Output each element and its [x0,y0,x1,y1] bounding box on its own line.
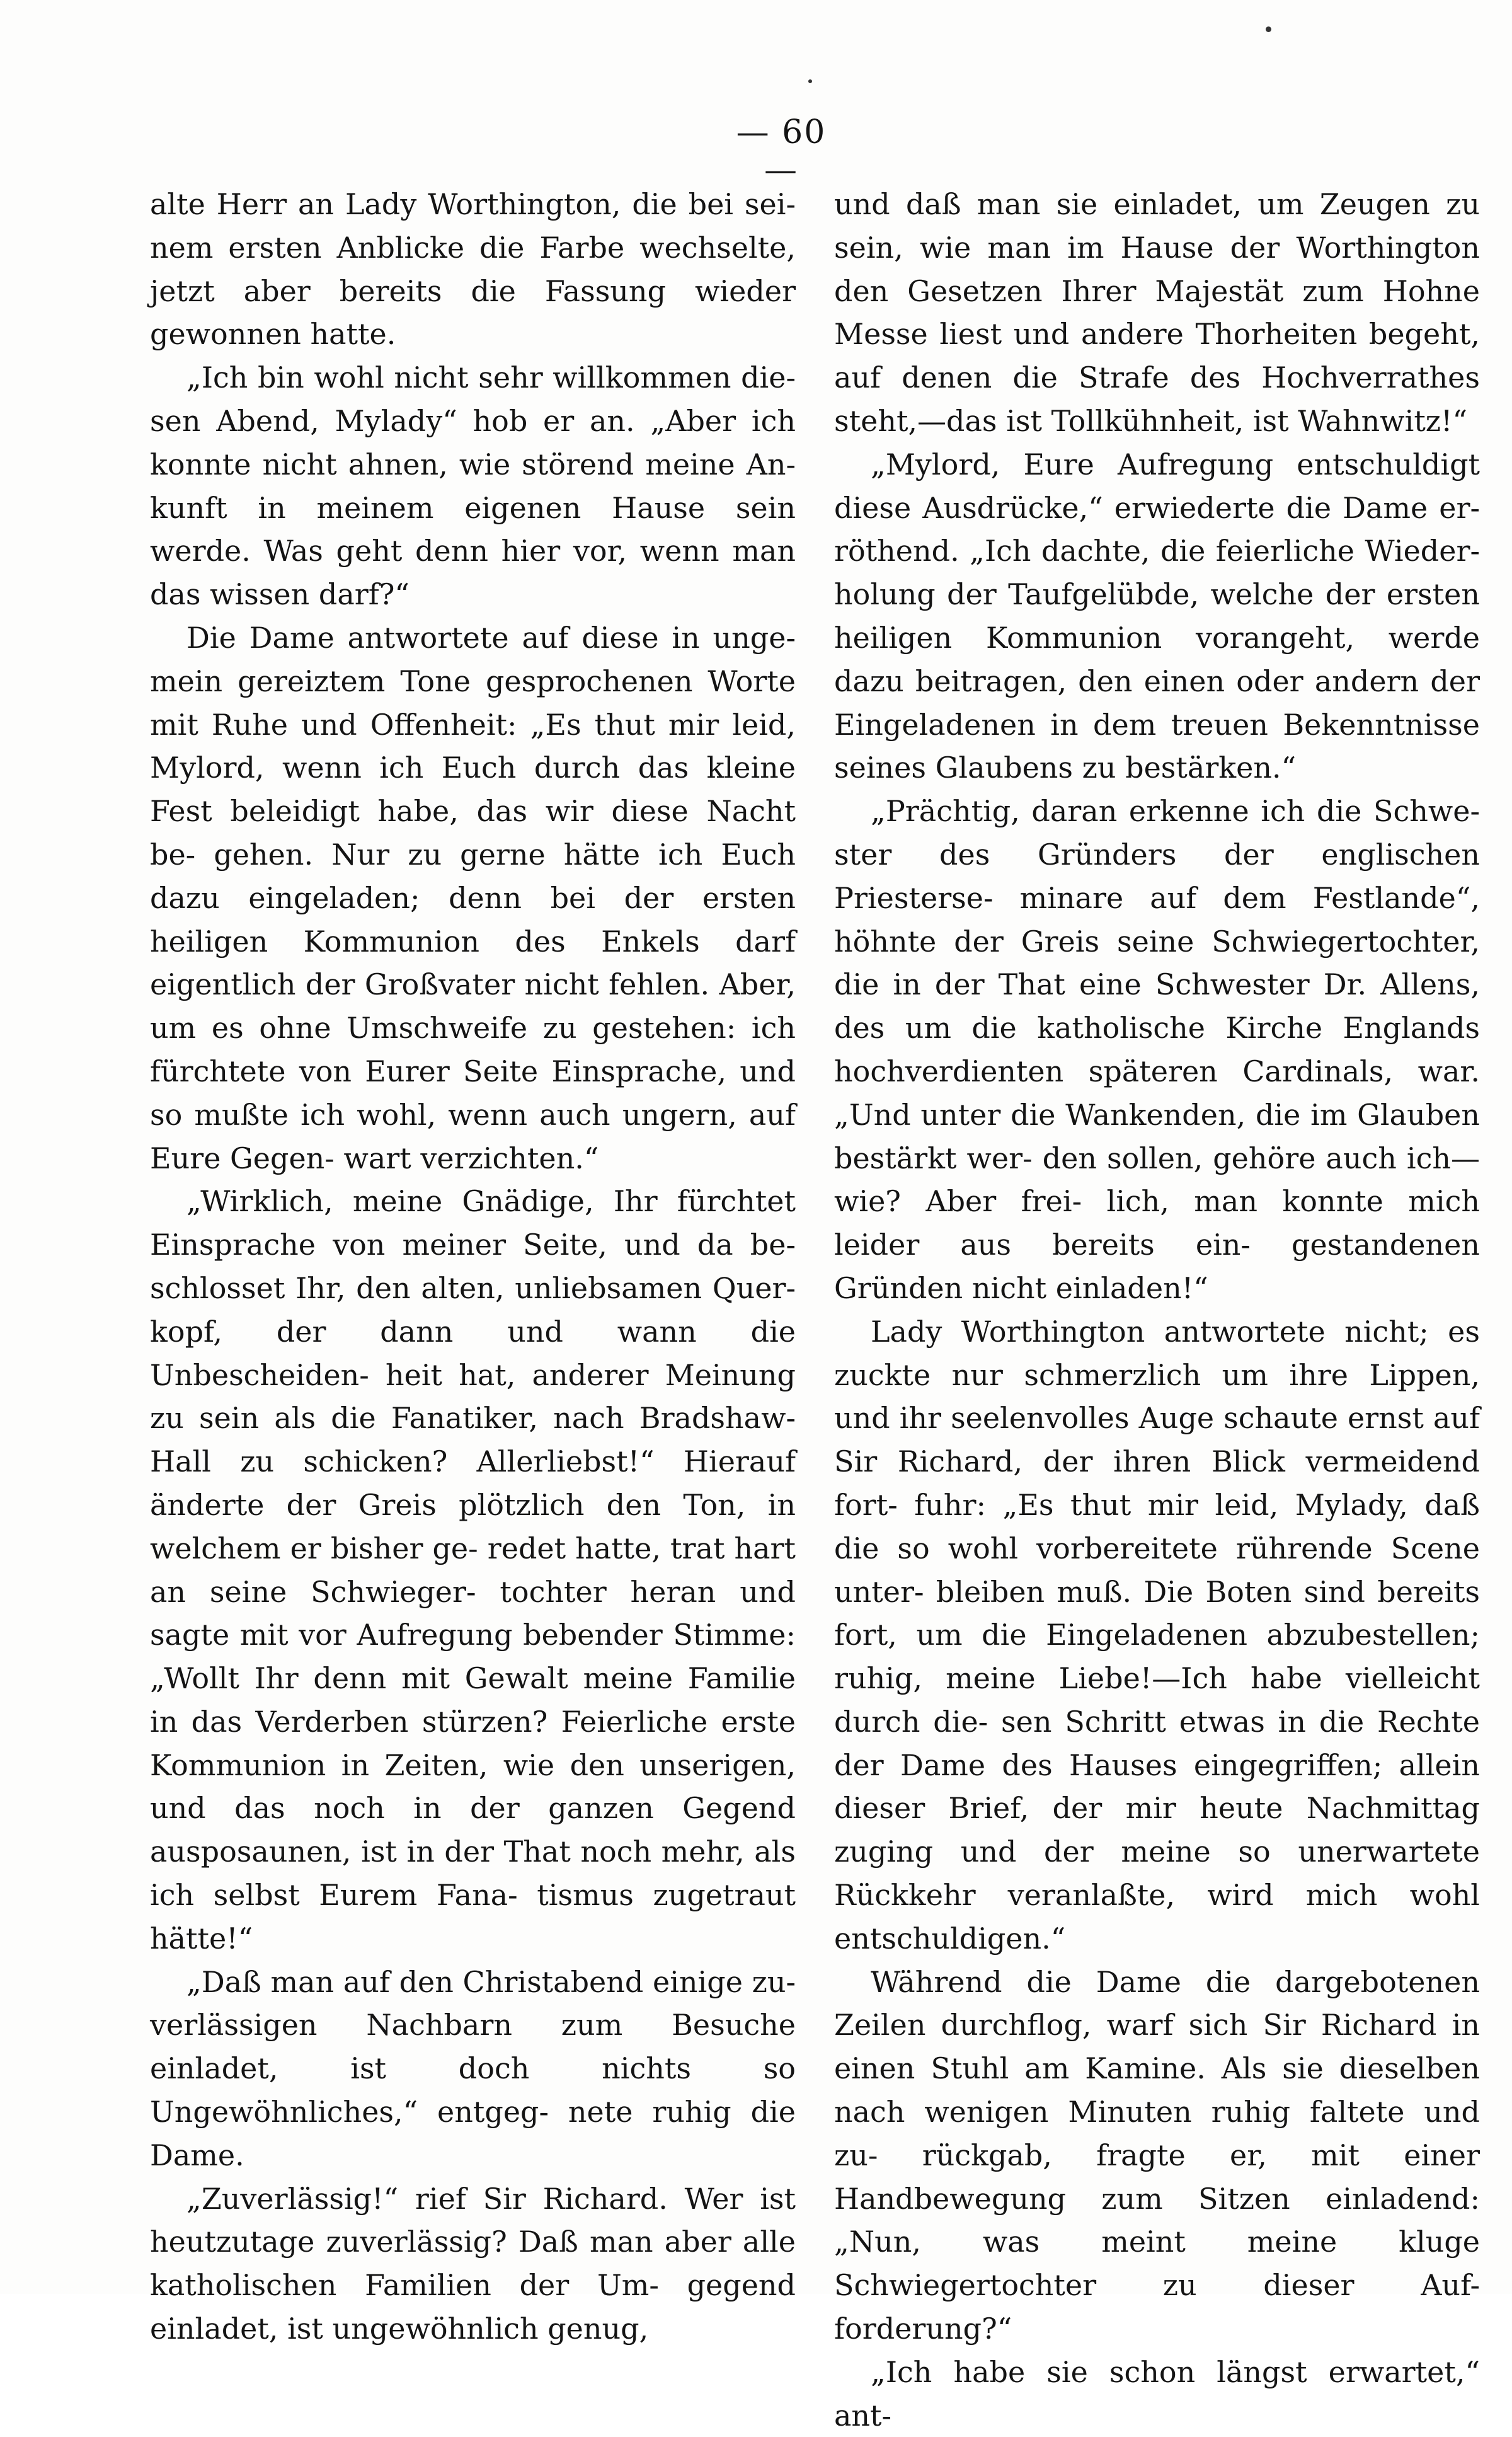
paragraph: „Ich bin wohl nicht sehr willkommen die- sen Abend, Mylady“ hob er an. „Aber ich konnte nicht ahnen, wie störend meine An- kunft in meinem eigenen Hause sein werde. Was geht denn hier vor, wenn man das wissen darf?“ [150,360,796,612]
paragraph: Die Dame antwortete auf diese in unge- mein gereiztem Tone gesprochenen Worte mit Ruhe und Offenheit: „Es thut mir leid, Mylord, wenn ich Euch durch das kleine Fest beleidigt habe, das wir diese Nacht be- gehen. Nur zu gerne hätte ich Euch dazu eingeladen; denn bei der ersten heiligen Kommunion des Enkels darf eigentlich der Großvater nicht fehlen. Aber, um es ohne Umschweife zu gestehen: ich fürchtete von Eurer Seite Einsprache, und so mußte ich wohl, wenn auch ungern, auf Eure Gegen- wart verzichten.“ [150,620,796,1175]
paragraph: und daß man sie einladet, um Zeugen zu sein, wie man im Hause der Worthington den Gesetzen Ihrer Majestät zum Hohne Messe liest und andere Thorheiten begeht, auf denen die Strafe des Hochverrathes steht,—das ist Tollkühnheit, ist Wahnwitz!“ [834,187,1480,438]
paragraph: „Daß man auf den Christabend einige zu- verlässigen Nachbarn zum Besuche einladet, ist doch nichts so Ungewöhnliches,“ entgeg- nete ruhig die Dame. [150,1964,796,2172]
ink-speck [1266,26,1271,32]
left-column [150,183,796,2351]
paragraph: Lady Worthington antwortete nicht; es zuckte nur schmerzlich um ihre Lippen, und ihr seelenvolles Auge schaute ernst auf Sir Richard, der ihren Blick vermeidend fort- fuhr: „Es thut mir leid, Mylady, daß die so wohl vorbereitete rührende Scene unter- bleiben muß. Die Boten sind bereits fort, um die Eingeladenen abzubestellen; ruhig, meine Liebe!—Ich habe vielleicht durch die- sen Schritt etwas in die Rechte der Dame des Hauses eingegriffen; allein dieser Brief, der mir heute Nachmittag zuging und der meine so unerwartete Rückkehr veranlaßte, wird mich wohl entschuldigen.“ [834,1314,1480,1956]
ink-speck [808,79,812,83]
paragraph: alte Herr an Lady Worthington, die bei sei- nem ersten Anblicke die Farbe wechselte, jetzt aber bereits die Fassung wieder gewonnen hatte. [150,187,796,352]
paragraph: „Wirklich, meine Gnädige, Ihr fürchtet Einsprache von meiner Seite, und da be- schlosset Ihr, den alten, unliebsamen Quer- kopf, der dann und wann die Unbescheiden- heit hat, anderer Meinung zu sein als die Fanatiker, nach Bradshaw-Hall zu schicken? Allerliebst!“ Hierauf änderte der Greis plötzlich den Ton, in welchem er bisher ge- redet hatte, trat hart an seine Schwieger- tochter heran und sagte mit vor Aufregung bebender Stimme: „Wollt Ihr denn mit Gewalt meine Familie in das Verderben stürzen? Feierliche erste Kommunion in Zeiten, wie den unserigen, und das noch in der ganzen Gegend ausposaunen, ist in der That noch mehr, als ich selbst Eurem Fana- tismus zugetraut hätte!“ [150,1184,796,1956]
paragraph: „Zuverlässig!“ rief Sir Richard. Wer ist heutzutage zuverlässig? Daß man aber alle katholischen Familien der Um- gegend einladet, ist ungewöhnlich genug, [150,2181,796,2346]
paragraph: „Mylord, Eure Aufregung entschuldigt diese Ausdrücke,“ erwiederte die Dame er- röthend. „Ich dachte, die feierliche Wieder- holung der Taufgelübde, welche der ersten heiligen Kommunion vorangeht, werde dazu beitragen, den einen oder andern der Eingeladenen in dem treuen Bekenntnisse seines Glaubens zu bestärken.“ [834,447,1480,785]
right-column [834,183,1480,2437]
paragraph: „Ich habe sie schon längst erwartet,“ ant- [834,2354,1480,2433]
paragraph: Während die Dame die dargebotenen Zeilen durchflog, warf sich Sir Richard in einen Stuhl am Kamine. Als sie dieselben nach wenigen Minuten ruhig faltete und zu- rückgab, fragte er, mit einer Handbewegung zum Sitzen einladend: „Nun, was meint meine kluge Schwiegertochter zu dieser Auf- forderung?“ [834,1964,1480,2346]
paragraph: „Prächtig, daran erkenne ich die Schwe- ster des Gründers der englischen Priesterse- minare auf dem Festlande“, höhnte der Greis seine Schwiegertochter, die in der That eine Schwester Dr. Allens, des um die katholische Kirche Englands hochverdienten späteren Cardinals, war. „Und unter die Wankenden, die im Glauben bestärkt wer- den sollen, gehöre auch ich—wie? Aber frei- lich, man konnte mich leider aus bereits ein- gestandenen Gründen nicht einladen!“ [834,794,1480,1305]
page-number: — 60 — [736,113,827,189]
